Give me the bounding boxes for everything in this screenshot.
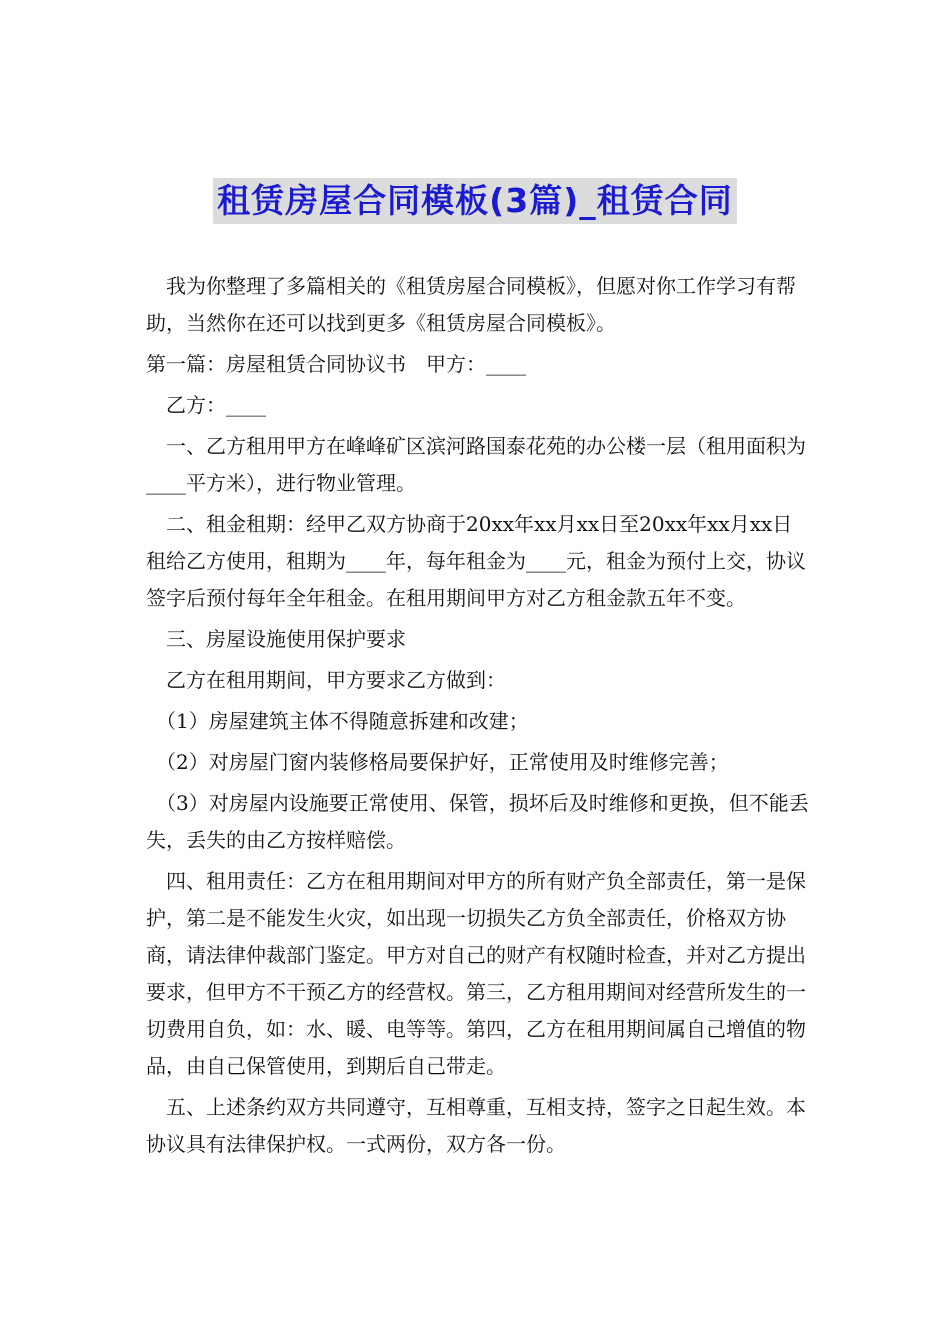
document-body	[146, 268, 810, 1167]
clause-1-paragraph: 一、乙方租用甲方在峰峰矿区滨河路国泰花苑的办公楼一层（租用面积为____平方米），进行物业管理。	[146, 434, 806, 495]
section-heading-paragraph: 第一篇：房屋租赁合同协议书 甲方：____	[146, 352, 526, 376]
clause-3-item-2: （2）对房屋门窗内装修格局要保护好，正常使用及时维修完善；	[146, 750, 729, 774]
clause-4-paragraph: 四、租用责任：乙方在租用期间对甲方的所有财产负全部责任，第一是保护，第二是不能发生火灾，如出现一切损失乙方负全部责任，价格双方协商，请法律仲裁部门鉴定。甲方对自己的财产有权随时检查，并对乙方提出要求，但甲方不干预乙方的经营权。第三，乙方租用期间对经营所发生的一切费用自负，如：水、暖、电等等。第四，乙方在租用期间属自己增值的物品，由自己保管使用，到期后自己带走。	[146, 869, 806, 1078]
clause-3-item-1: （1）房屋建筑主体不得随意拆建和改建；	[146, 709, 529, 733]
title-container	[0, 178, 950, 224]
document-title: 租赁房屋合同模板(3篇)_租赁合同	[213, 178, 737, 224]
party-b-paragraph: 乙方：____	[146, 393, 266, 417]
intro-paragraph: 我为你整理了多篇相关的《租赁房屋合同模板》，但愿对你工作学习有帮助，当然你在还可以找到更多《租赁房屋合同模板》。	[146, 274, 796, 335]
clause-2-paragraph: 二、租金租期：经甲乙双方协商于20xx年xx月xx日至20xx年xx月xx日租给乙方使用，租期为____年，每年租金为____元，租金为预付上交，协议签字后预付每年全年租金。在租用期间甲方对乙方租金款五年不变。	[146, 512, 806, 610]
clause-3-intro: 乙方在租用期间，甲方要求乙方做到：	[146, 668, 506, 692]
clause-5-paragraph: 五、上述条约双方共同遵守，互相尊重，互相支持，签字之日起生效。本协议具有法律保护权。一式两份，双方各一份。	[146, 1095, 806, 1156]
clause-3-item-3: （3）对房屋内设施要正常使用、保管，损坏后及时维修和更换，但不能丢失，丢失的由乙方按样赔偿。	[146, 791, 809, 852]
clause-3-heading: 三、房屋设施使用保护要求	[146, 627, 406, 651]
